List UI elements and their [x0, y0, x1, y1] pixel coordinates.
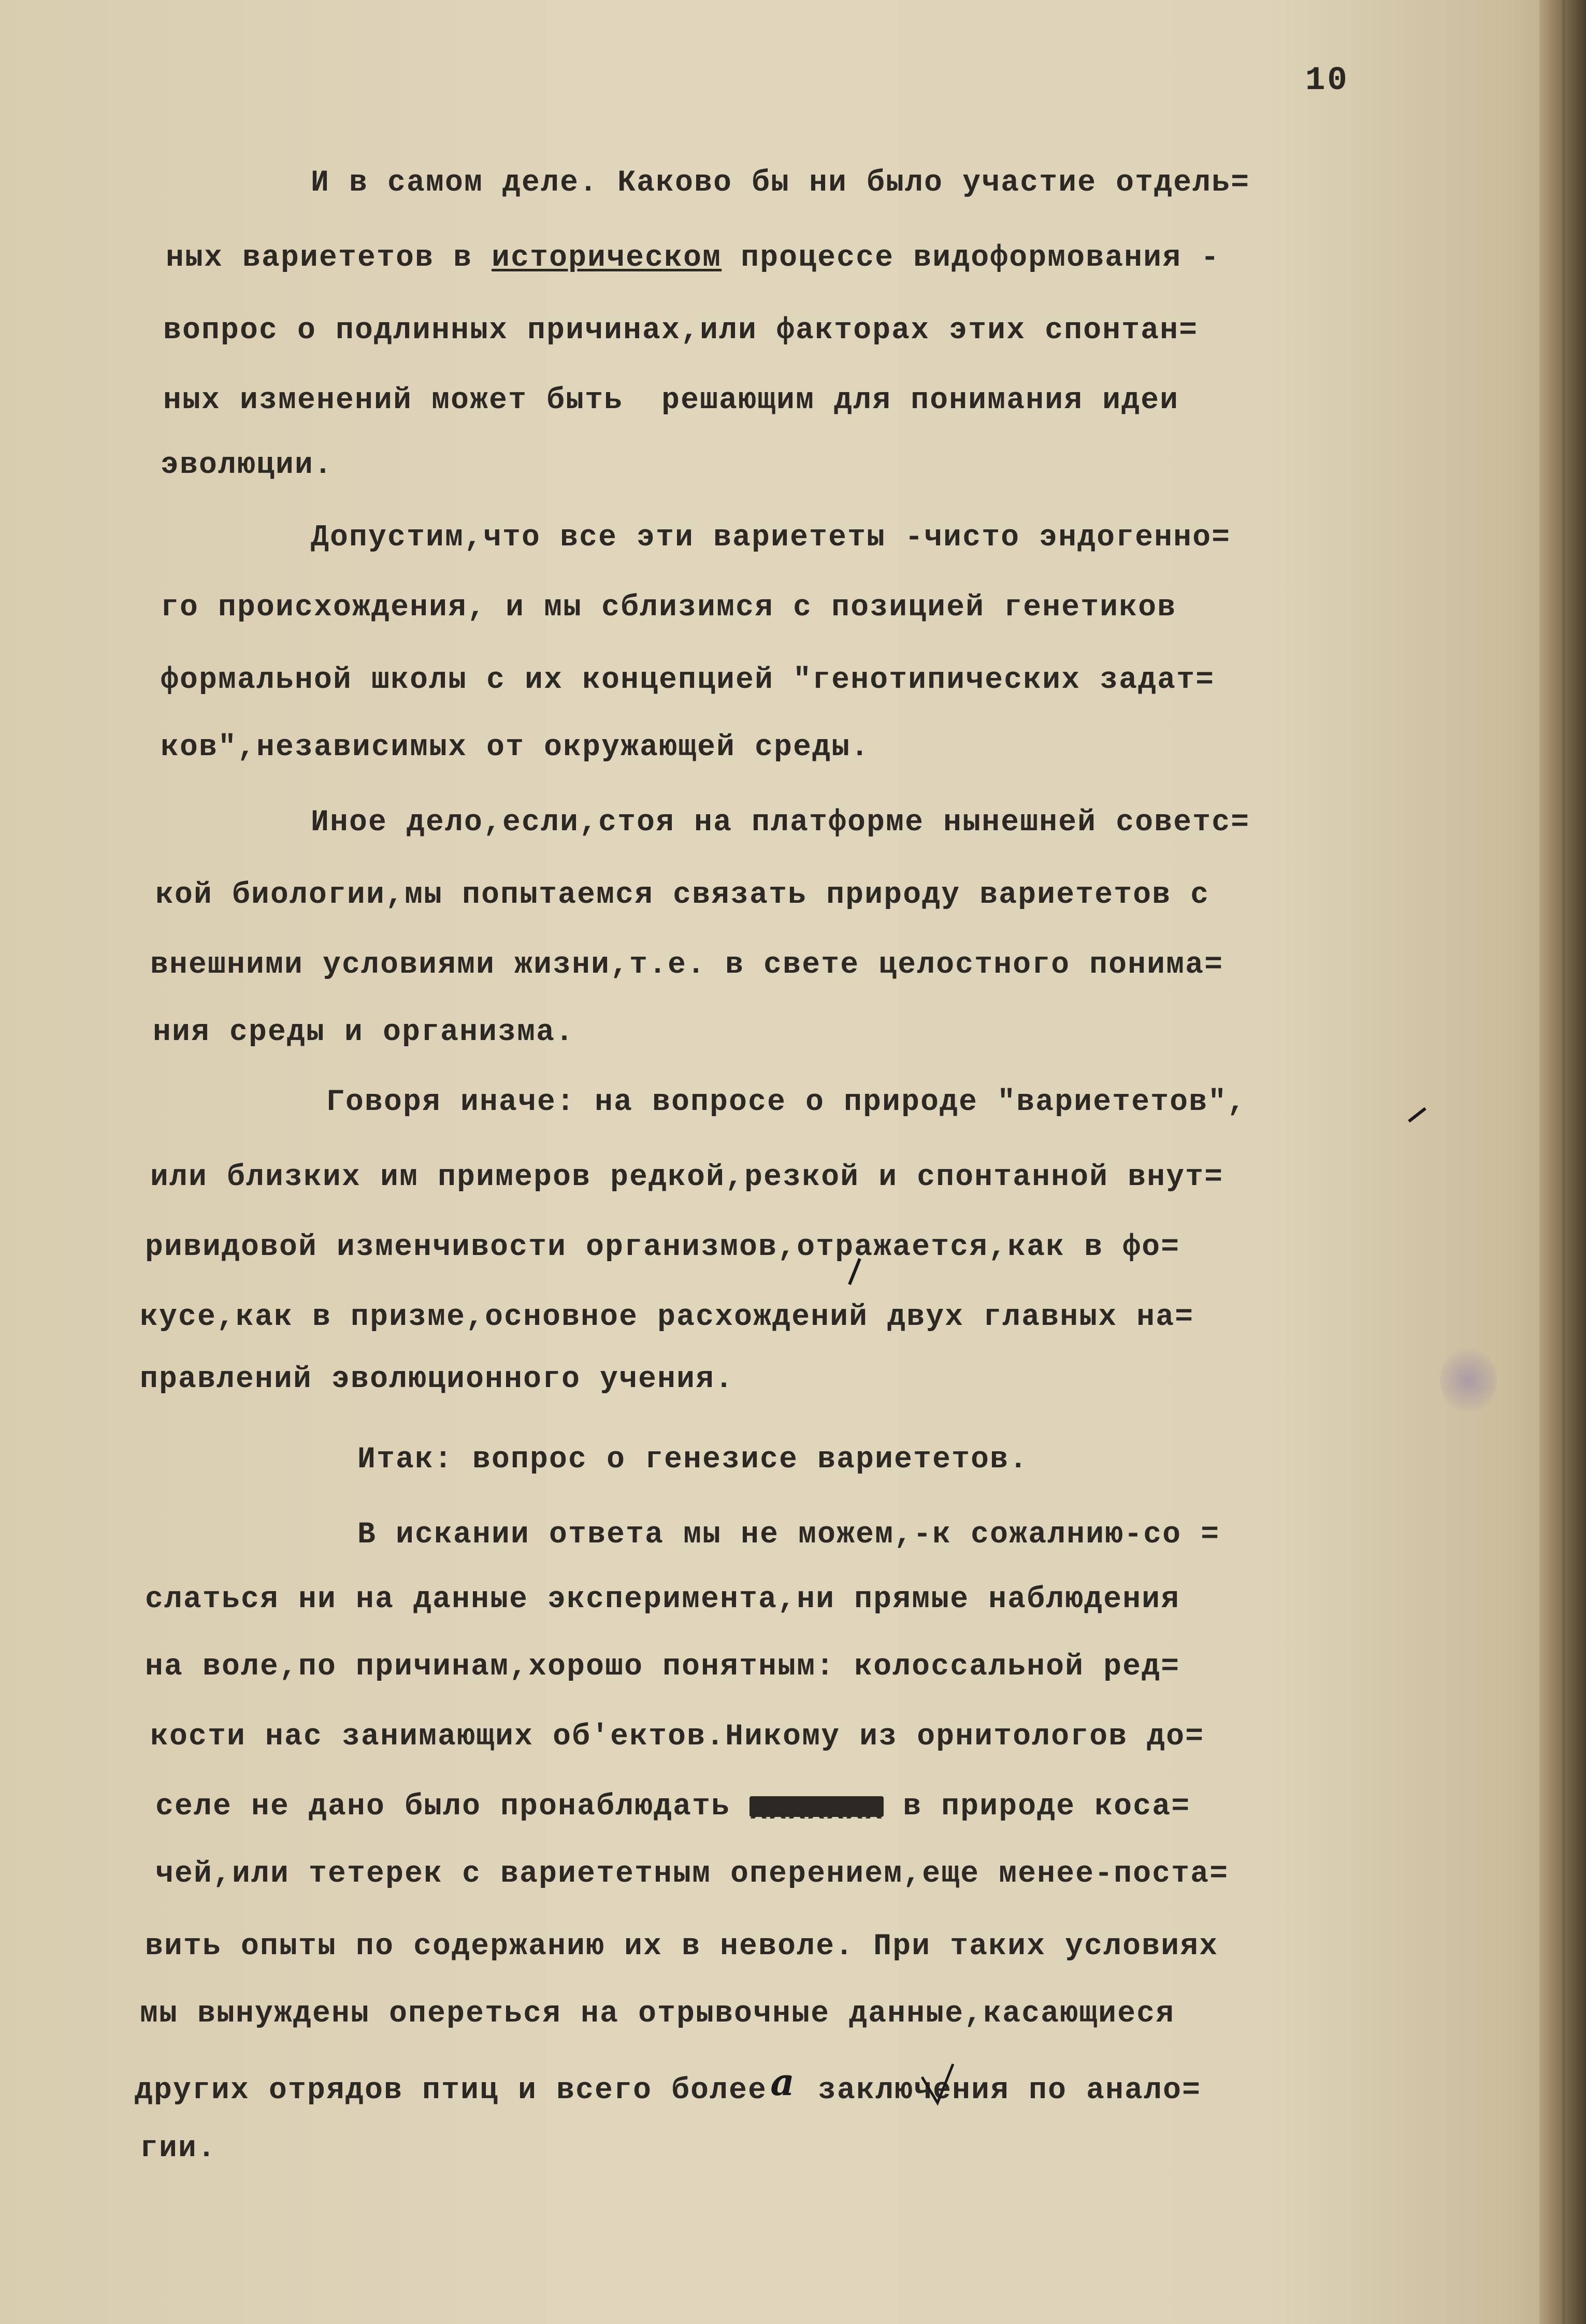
text-line-10: Иное дело,если,стоя на платформе нынешней советс=: [311, 806, 1250, 840]
text-line-9: ков",независимых от окружающей среды.: [161, 731, 870, 764]
text-line-8: формальной школы с их концепцией "генотипических задат=: [161, 663, 1215, 697]
text-line-28-post: заключения по анало=: [799, 2074, 1202, 2108]
text-line-18: правлений эволюционного учения.: [140, 1363, 734, 1396]
text-line-23: кости нас занимающих об'ектов.Никому из орнитологов до=: [150, 1720, 1205, 1754]
text-line-6: Допустим,что все эти вариететы -чисто эндогенно=: [311, 521, 1231, 555]
comma-mark-2: [849, 1259, 860, 1284]
text-line-17: кусе,как в призме,основное расхождений двух главных на=: [140, 1301, 1194, 1334]
text-line-11: кой биологии,мы попытаемся связать природу вариететов с: [155, 878, 1210, 912]
text-line-1: И в самом деле. Каково бы ни было участие отдель=: [311, 166, 1250, 200]
text-line-22: на воле,по причинам,хорошо понятным: колоссальной ред=: [145, 1650, 1180, 1684]
underlined-word: историческом: [492, 241, 722, 275]
text-line-29: гии.: [140, 2132, 217, 2166]
text-line-12: внешними условиями жизни,т.е. в свете целостного понима=: [150, 948, 1224, 982]
text-line-3: вопрос о подлинных причинах,или факторах этих спонтан=: [163, 314, 1199, 348]
text-line-24-post: в природе коса=: [884, 1790, 1191, 1824]
text-line-19: Итак: вопрос о генезисе вариететов.: [357, 1443, 1029, 1477]
text-line-25: чей,или тетерек с вариететным оперением,еще менее-поста=: [155, 1857, 1229, 1891]
caret-mark: [922, 2064, 953, 2103]
text-line-28-pre: других отрядов птиц и всего более: [135, 2074, 768, 2108]
page-number: 10: [1305, 62, 1349, 99]
text-line-24-pre: селе не дано было пронаблюдать: [155, 1790, 750, 1824]
text-line-13: ния среды и организма.: [153, 1016, 575, 1049]
text-line-21: слаться ни на данные эксперимента,ни прямые наблюдения: [145, 1583, 1180, 1616]
handwritten-insert: а: [770, 2060, 796, 2104]
struck-out-word: xxxxxxx: [749, 1794, 884, 1828]
text-line-16: ривидовой изменчивости организмов,отражается,как в фо=: [145, 1231, 1180, 1264]
text-line-14: Говоря иначе: на вопросе о природе "вариететов",: [326, 1086, 1247, 1119]
text-line-4: ных изменений может быть решающим для понимания идеи: [163, 384, 1179, 417]
text-line-7: го происхождения, и мы сблизимся с позицией генетиков: [161, 591, 1177, 625]
text-line-2-pre: ных вариететов в: [166, 241, 492, 275]
comma-mark-1: [1409, 1108, 1425, 1121]
text-line-2-post: процессе видоформования -: [722, 241, 1220, 275]
text-line-15: или близких им примеров редкой,резкой и спонтанной внут=: [150, 1161, 1224, 1194]
text-line-27: мы вынуждены опереться на отрывочные данные,касающиеся: [140, 1997, 1175, 2031]
text-line-26: вить опыты по содержанию их в неволе. При таких условиях: [145, 1930, 1219, 1964]
text-line-20: В искании ответа мы не можем,-к сожалнию-со =: [357, 1518, 1220, 1552]
text-line-5: эволюции.: [161, 449, 334, 482]
